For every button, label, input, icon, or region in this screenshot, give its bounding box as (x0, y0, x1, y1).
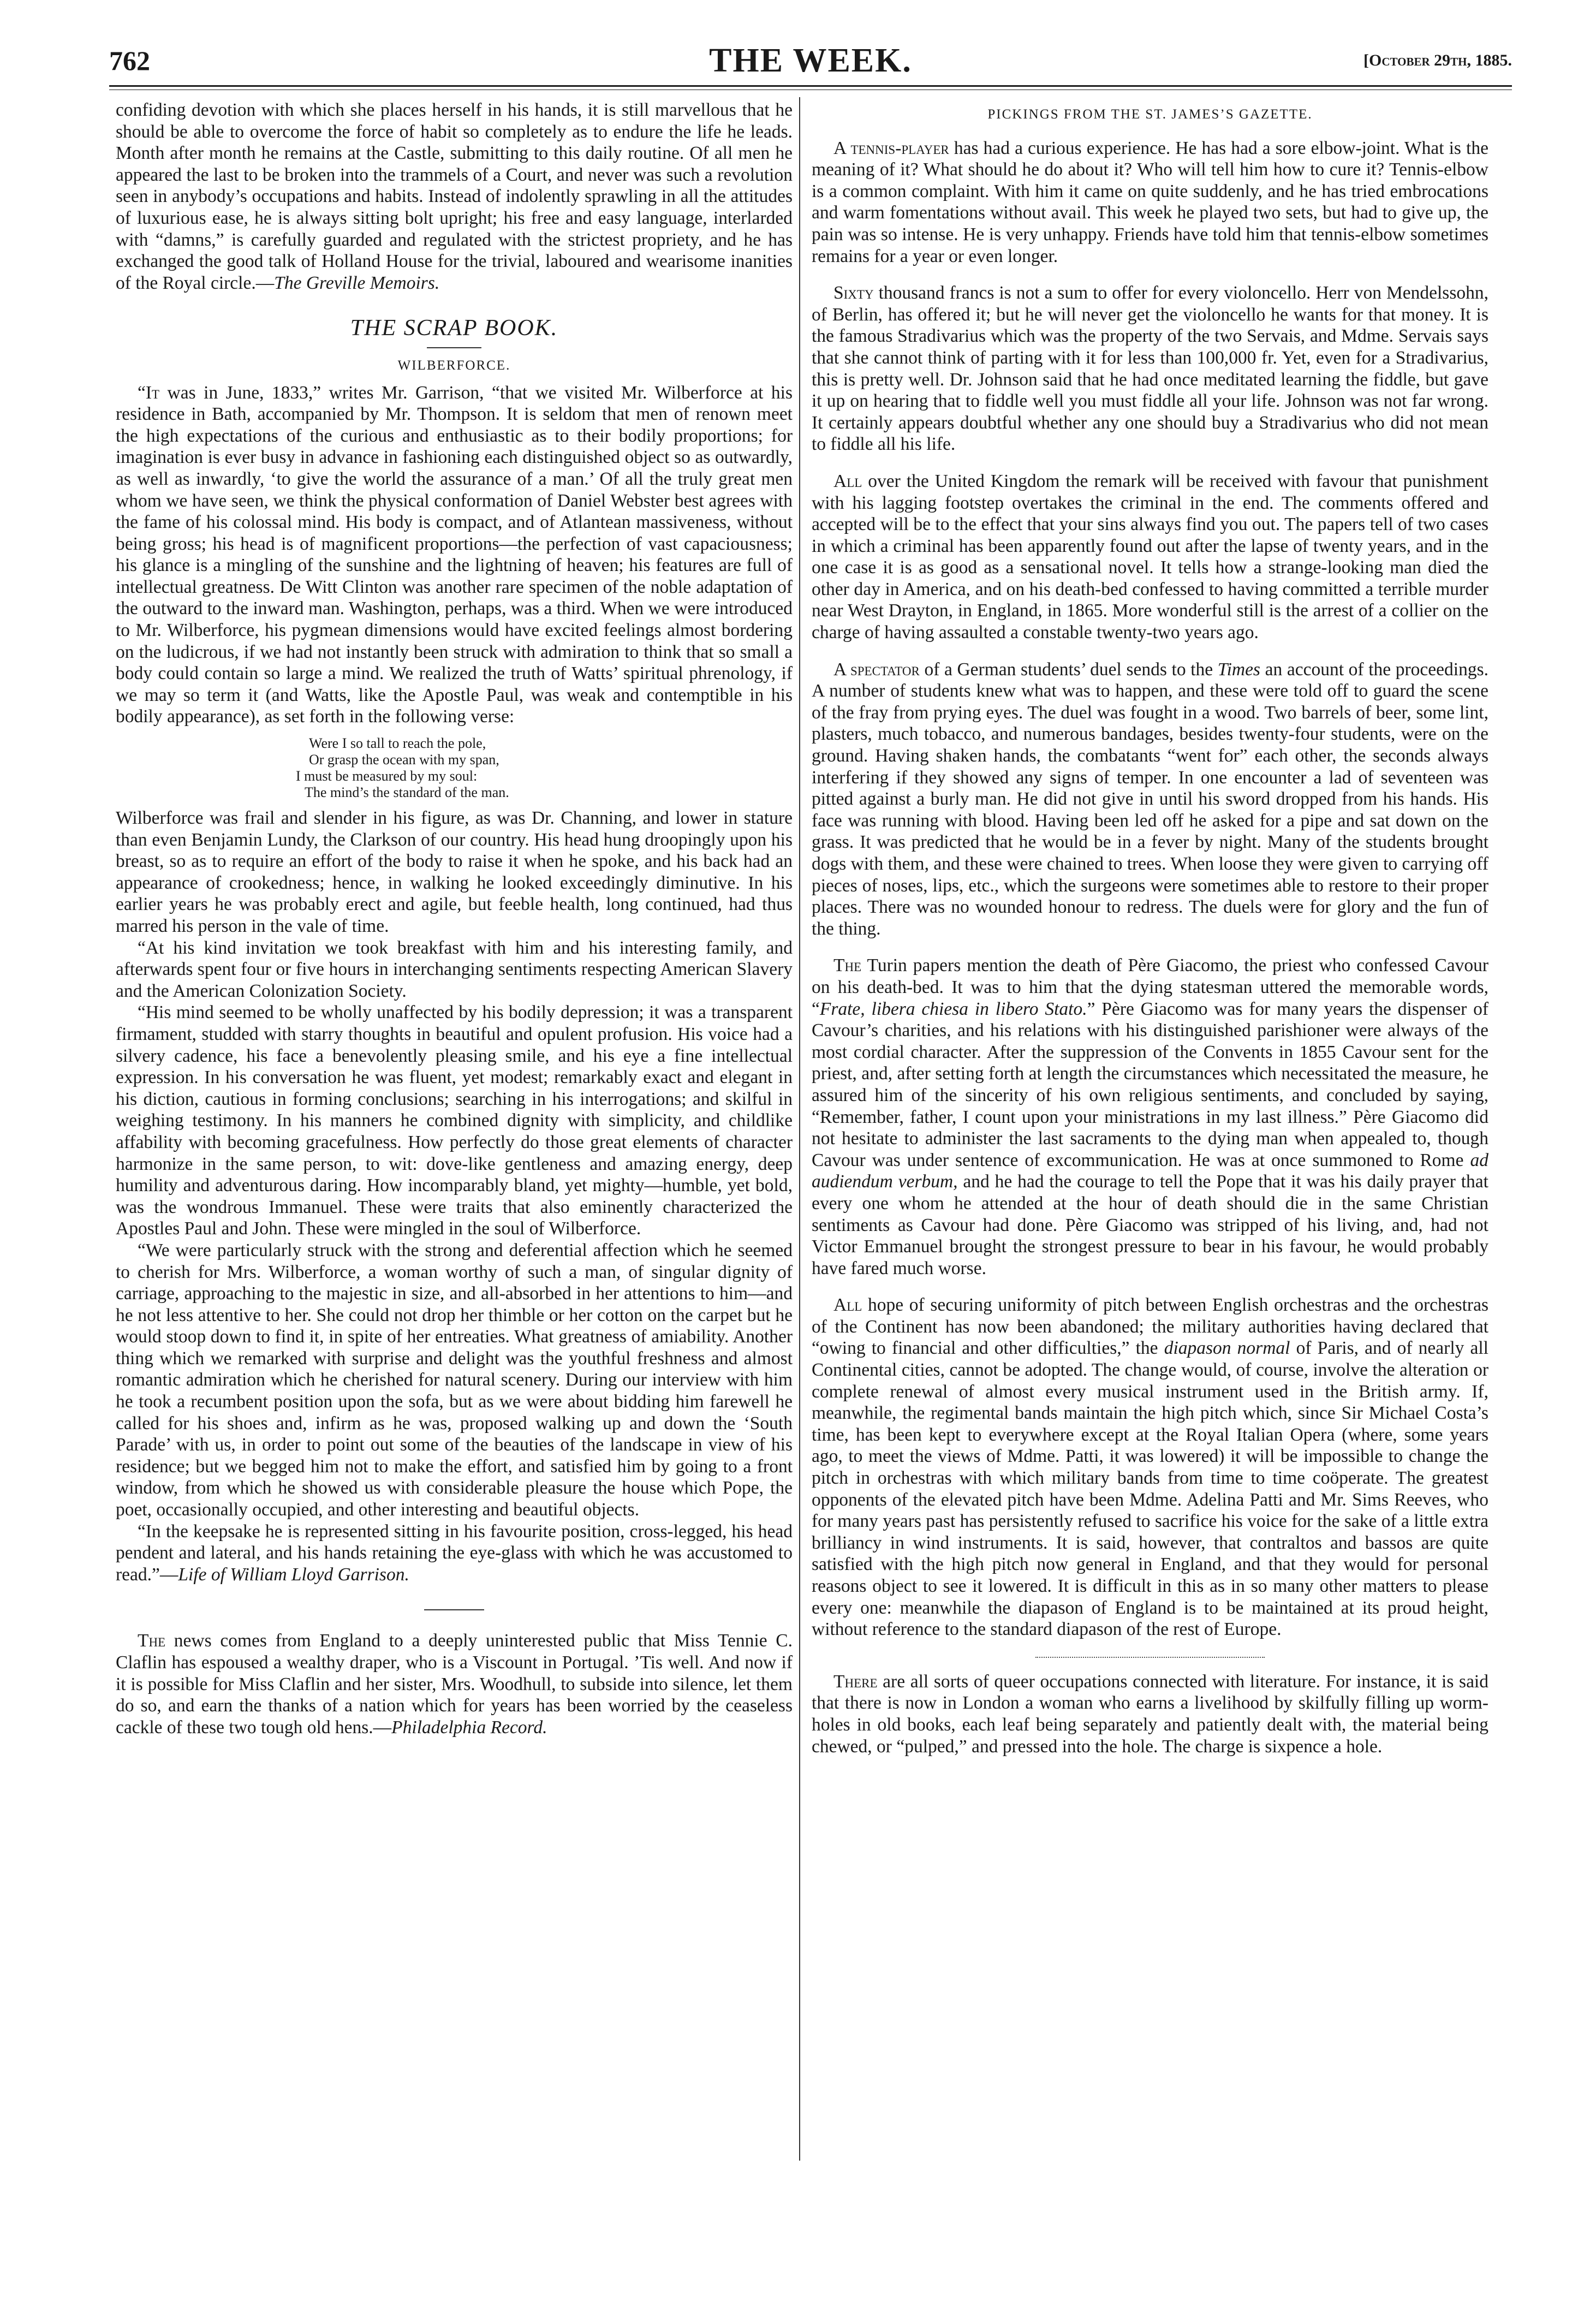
wilberforce-paragraph-2: Wilberforce was frail and slender in his figure, as was Dr. Channing, and lower in stature than even Benjamin Lundy, the Clarkson of our country. His head hung droopingly upon his breast, so as to require an effort of the body to raise it when he spoke, and his back had an appearance of crookedness; hence, in walking he looked exceedingly diminutive. In his earlier years he was probably erect and agile, but feeble health, long continued, had thus marred his person in the vale of time. (116, 808, 793, 936)
wilberforce-paragraph-5: “We were particularly struck with the strong and deferential affection which he seemed to cherish for Mrs. Wilberforce, a woman worthy of such a man, of singular dignity of carriage, approaching to the majestic in size, and all-absorbed in her attentions to him—and he not less attentive to her. She could not drop her thimble or her cotton on the carpet but he would stoop down to find it, in spite of her entreaties. What greatness of amiability. Another thing which we remarked with surprise and delight was the youthful freshness and almost romantic admiration which he cherished for natural scenery. During our interview with him he took a recumbent position upon the sofa, but as we were about bidding him farewell he called for his shoes and, infirm as he was, proposed walking up and down the ‘South Parade’ with us, in order to point out some of the beauties of the landscape in view of his residence; but we begged him not to make the effort, and satisfied him by going to a front window, from which he showed us with considerable pleasure the house which Pope, the poet, occasionally occupied, and other interesting and beautiful objects. (116, 1240, 793, 1520)
source-citation: Life of William Lloyd Garrison. (178, 1564, 409, 1585)
verse-line: Were I so tall to reach the pole, (309, 735, 486, 752)
article-separator (424, 1609, 484, 1610)
wilberforce-paragraph-4: “His mind seemed to be wholly unaffected by his bodily depression; it was a transparent firmament, studded with starry thoughts in beautiful and opulent profusion. His voice had a silvery cadence, his face a benevolently pleasing smile, and his eye a fine intellectual expression. In his conversation he was fluent, yet modest; remarkably exact and elegant in his diction, cautious in forming conclusions; searching in his interrogations; and skilful in weighing testimony. In his manners he combined dignity with simplicity, and childlike affability with becoming gracefulness. How perfectly do those great elements of character harmonize in the same person, to wit: dove-like gentleness and amazing energy, deep humility and adventurous daring. How incomparably bland, yet mighty—humble, yet bold, was the wondrous Immanuel. These were traits that also eminently characterized the Apostles Paul and John. These were mingled in the soul of Wilberforce. (116, 1002, 793, 1239)
page-number: 762 (109, 45, 150, 76)
left-column (116, 99, 793, 1738)
pitch-paragraph: All hope of securing uniformity of pitch between English orchestras and the orchestras of the Continent has now been abandoned; the military authorities having declared that “owing to financial and other difficulties,” the diapason normal of Paris, and of nearly all Continental cities, cannot be adopted. The change would, of course, involve the alteration or complete renewal of almost every musical instrument used in the British army. If, meanwhile, the regimental bands maintain the high pitch which, since Sir Michael Costa’s time, has been kept to everywhere except at the Royal Italian Opera (where, some years ago, to meet the views of Mdme. Patti, it was lowered) it will be impossible to change the pitch in orchestras with which military bands from time to time coöperate. The greatest opponents of the elevated pitch have been Mdme. Adelina Patti and Mr. Sims Reeves, who for many years past has persistently refused to sacrifice his voice for the sake of a little extra brilliancy in wind instruments. It is said, however, that contraltos and bassos are quite satisfied with the high pitch now general in England, and that they would for personal reasons object to see it lowered. It is difficult in this as in so many other matters to please every one: meanwhile the diapason of England is to be maintained at its proud height, without reference to the standard diapason of the rest of Europe. (812, 1295, 1488, 1640)
right-column (812, 99, 1488, 1757)
verse-line: The mind’s the standard of the man. (305, 784, 509, 801)
occupations-paragraph: There are all sorts of queer occupations connected with literature. For instance, it is said that there is now in London a woman who earns a livelihood by skilfully filling up worm-holes in old books, each leaf being separately and patiently dealt with, the material being chewed, or “pulped,” and pressed into the hole. The charge is sixpence a hole. (812, 1671, 1488, 1757)
verse-line: Or grasp the ocean with my span, (309, 752, 499, 768)
masthead-title: THE WEEK. (709, 42, 912, 79)
column-divider (799, 97, 800, 2161)
section-rule (427, 347, 481, 348)
issue-date: [October 29th, 1885. (1363, 51, 1512, 69)
article-separator (1035, 1657, 1265, 1658)
page-header (109, 42, 1512, 81)
section-title: THE SCRAP BOOK. (350, 316, 558, 341)
criminal-paragraph: All over the United Kingdom the remark will be received with favour that punishment with his lagging footstep overtakes the criminal in the end. The comments offered and accepted will be to the effect that your sins always find you out. The papers tell of two cases in which a criminal has been apparently found out after the lapse of twenty years, and in the one case it is as good as a sensational novel. It tells how a strange-looking man died the other day in America, and on his death-bed confessed to having committed a terrible murder near West Drayton, in England, in 1865. More wonderful still is the arrest of a collier on the charge of having assaulted a constable twenty-two years ago. (812, 471, 1488, 643)
source-citation: The Greville Memoirs. (274, 272, 440, 293)
wilberforce-paragraph-6: “In the keepsake he is represented sitting in his favourite position, cross-legged, his head pendent and lateral, and his hands retaining the eye-glass with which he was accustomed to read.”—Life of William Lloyd Garrison. (116, 1521, 793, 1585)
article-subhead: WILBERFORCE. (397, 358, 511, 373)
column-heading: PICKINGS FROM THE ST. JAMES’S GAZETTE. (987, 107, 1313, 122)
violoncello-paragraph: Sixty thousand francs is not a sum to offer for every violoncello. Herr von Mendelssohn, of Berlin, has offered it; but he will never get the violoncello he wants for that money. It is the famous Stradivarius which was the property of the two Servais, and Mdme. Servais says that she cannot think of parting with it for less than 100,000 fr. Yet, even for a Stradivarius, this is pretty well. Dr. Johnson said that he had once meditated learning the fiddle, but gave it up on hearing that to fiddle well you must fiddle all your life. Johnson was not far wrong. It certainly appears doubtful whether any one should buy a Stradivarius who did not mean to fiddle all his life. (812, 283, 1488, 455)
giacomo-paragraph: The Turin papers mention the death of Père Giacomo, the priest who confessed Cavour on his death-bed. It was to him that the dying statesman uttered the memorable words, “Frate, libera chiesa in libero Stato.” Père Giacomo was for many years the dispenser of Cavour’s charities, and his relations with his distinguished parishioner were always of the most cordial character. After the suppression of the Convents in 1855 Cavour sent for the priest, and, after setting forth at length the circumstances which necessitated the measure, he assured him of the sincerity of his own religious sentiments, and concluded by saying, “Remember, father, I count upon your ministrations in my last illness.” Père Giacomo did not hesitate to administer the last sacraments to the dying man when appealed to, though Cavour was under sentence of excommunication. He was at once summoned to Rome ad audiendum verbum, and he had the courage to tell the Pope that it was his daily prayer that every one whom he attended at the hour of death should die in the same Christian sentiments as Cavour had done. Père Giacomo was stripped of his living, and, had not Victor Emmanuel brought the strongest pressure to bear in his favour, he would probably have fared much worse. (812, 955, 1488, 1278)
greville-continuation: confiding devotion with which she places herself in his hands, it is still marvellous that he should be able to overcome the force of habit so completely as to endure the life he leads. Month after month he remains at the Castle, submitting to this daily routine. Of all men he appeared the last to be broken into the trammels of a Court, and never was such a revolution seen in anybody’s occupations and habits. Instead of indolently sprawling in all the attitudes of luxurious ease, he is always sitting bolt upright; his free and easy language, interlarded with “damns,” is carefully guarded and regulated with the strictest propriety, and he has exchanged the good talk of Holland House for the trivial, laboured and wearisome inanities of the Royal circle.—The Greville Memoirs. (116, 100, 793, 293)
wilberforce-paragraph-3: “At his kind invitation we took breakfast with him and his interesting family, and afterwards spent four or five hours in interchanging sentiments respecting American Slavery and the American Colonization Society. (116, 937, 793, 1001)
verse-line: I must be measured by my soul: (296, 768, 478, 784)
claflin-paragraph: The news comes from England to a deeply uninterested public that Miss Tennie C. Claflin has espoused a wealthy draper, who is a Viscount in Portugal. ’Tis well. And now if it is possible for Miss Claflin and her sister, Mrs. Woodhull, to subside into silence, let them do so, and earn the thanks of a nation which for years has been worried by the ceaseless cackle of these two tough old hens.—Philadelphia Record. (116, 1631, 793, 1738)
header-rule (109, 85, 1512, 87)
source-citation: Philadelphia Record. (391, 1717, 547, 1738)
tennis-paragraph: A tennis-player has had a curious experience. He has had a sore elbow-joint. What is the meaning of it? What should he do about it? Who will tell him how to cure it? Tennis-elbow is a common complaint. With him it came on quite suddenly, and he has tried embrocations and warm fomentations without avail. This week he played two sets, but had to give up, the pain was so intense. He is very unhappy. Friends have told him that tennis-elbow sometimes remains for a year or even longer. (812, 138, 1488, 266)
wilberforce-paragraph-1: “It was in June, 1833,” writes Mr. Garrison, “that we visited Mr. Wilberforce at his residence in Bath, accompanied by Mr. Thompson. It is seldom that men of renown meet the high expectations of the curious and enthusiastic as to their bodily proportions; for imagination is ever busy in advance in fashioning each distinguished object so as outwardly, as well as inwardly, ‘to give the world the assurance of a man.’ Of all the truly great men whom we have seen, we think the physical conformation of Daniel Webster best agrees with the fame of his colossal mind. His body is compact, and of Atlantean massiveness, without being gross; his head is of magnificent proportions—the perfection of vast capaciousness; his glance is a mingling of the sunshine and the lightning of heaven; his features are full of intellectual greatness. De Witt Clinton was another rare specimen of the noble adaptation of the outward to the inward man. Washington, perhaps, was a third. When we were introduced to Mr. Wilberforce, his pygmean dimensions would have excited feelings almost bordering on the ludicrous, if we had not instantly been struck with admiration to think that so small a body could contain so large a mind. We realized the truth of Watts’ spiritual phrenology, if we may so term it (and Watts, like the Apostle Paul, was weak and contemptible in his bodily appearance), as set forth in the following verse: (116, 382, 793, 727)
watts-verse (296, 735, 793, 801)
duel-paragraph: A spectator of a German students’ duel sends to the Times an account of the proceedings. A number of students knew what was to happen, and these were told off to guard the scene of the fray from prying eyes. The duel was fought in a wood. Two barrels of beer, some lint, plasters, much tobacco, and numerous bandages, besides twenty-four students, were on the ground. Having shaken hands, the combatants “went for” each other, the seconds always interfering if they showed any signs of temper. In one encounter a lad of seventeen was pitted against a burly man. He did not give in until his sword dropped from his hands. His face was running with blood. Having been led off he asked for a pipe and sat down on the grass. It was predicted that he would be in a fever by night. Many of the students brought dogs with them, and these were chained to trees. When loose they were given to carrying off pieces of noses, lips, etc., which the surgeons were sometimes able to restore to their proper places. There was no wounded honour to redress. The duels were for glory and the fun of the thing. (812, 659, 1489, 939)
